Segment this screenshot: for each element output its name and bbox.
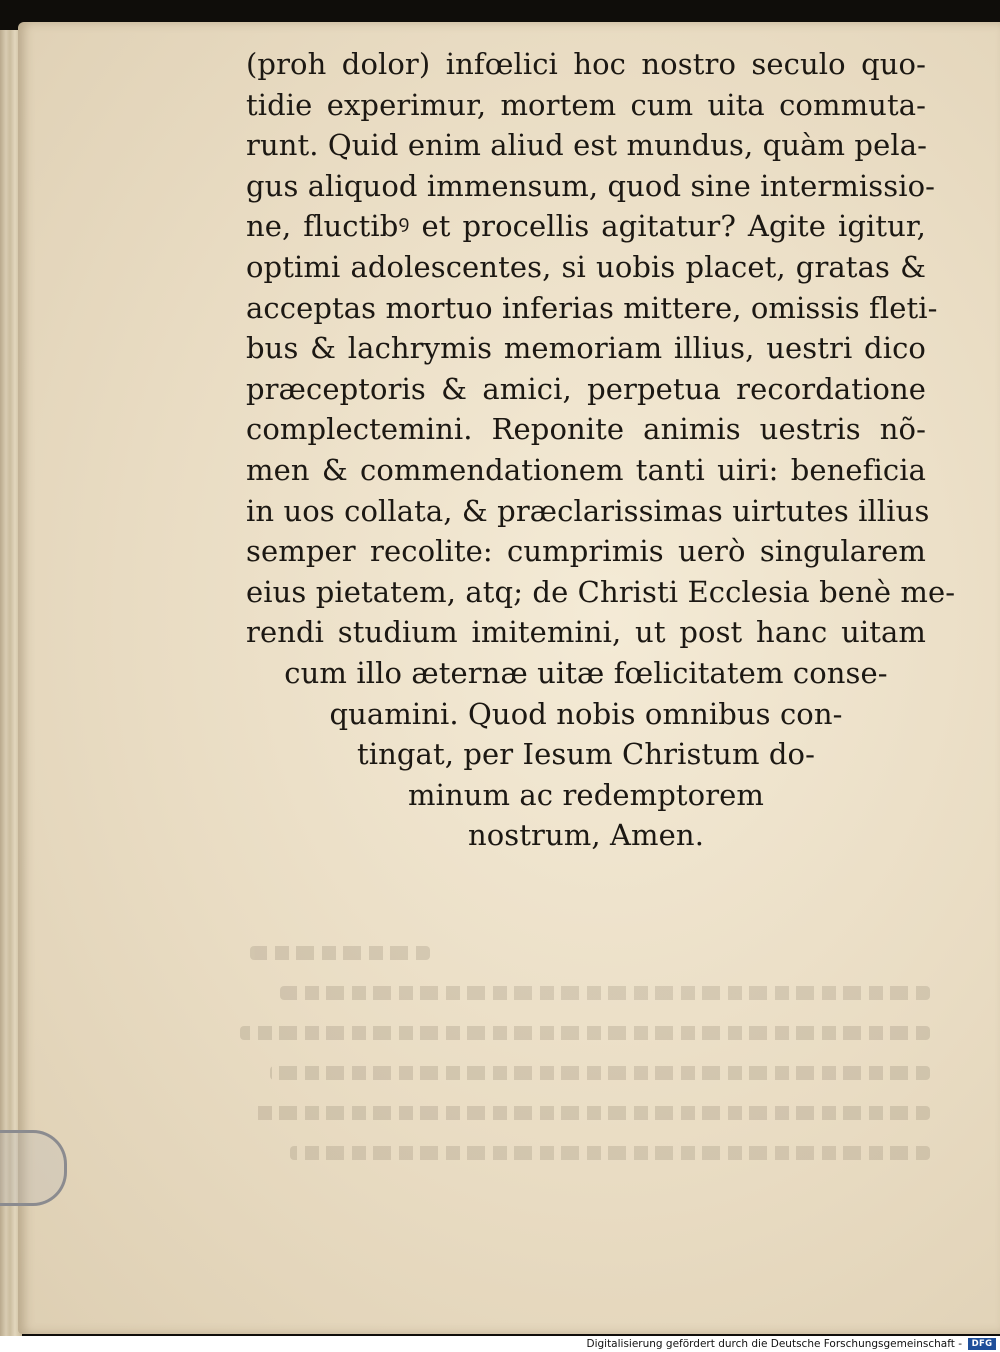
closing-line: cum illo æternæ uitæ fœlicitatem conse- (284, 655, 888, 690)
closing-line: quamini. Quod nobis omnibus con- (329, 696, 843, 731)
text-line: runt. Quid enim aliud est mundus, quàm pela- (246, 128, 928, 163)
text-line: gus aliquod immensum, quod sine intermissio- (246, 168, 936, 203)
closing-line: nostrum, Amen. (467, 818, 705, 853)
text-line: men & commendationem tanti uiri: beneficia (246, 452, 926, 487)
funding-note: Digitalisierung gefördert durch die Deutsche Forschungsgemeinschaft - (586, 1338, 962, 1350)
text-line: ne, fluctibꝰ et procellis agitatur? Agite igitur, (246, 209, 926, 244)
page-clip-icon (0, 1130, 67, 1206)
text-line: optimi adolescentes, si uobis placet, gratas & (246, 249, 926, 284)
text-line: bus & lachrymis memoriam illius, uestri dico (246, 331, 926, 366)
text-line: eius pietatem, atq; de Christi Ecclesia benè me- (246, 574, 956, 609)
main-text (246, 44, 956, 856)
text-line: in uos collata, & præclarissimas uirtutes illius (246, 493, 930, 528)
text-line: acceptas mortuo inferias mittere, omissis fleti- (246, 290, 938, 325)
text-line: præceptoris & amici, perpetua recordatione (246, 371, 926, 406)
closing-line: tingat, per Iesum Christum do- (356, 737, 815, 772)
text-line: rendi studium imitemini, ut post hanc uitam (246, 615, 926, 650)
text-line: semper recolite: cumprimis uerò singularem (246, 534, 926, 569)
text-line: complectemini. Reponite animis uestris nõ- (246, 412, 926, 447)
text-line: (proh dolor) infœlici hoc nostro seculo quo- (246, 47, 926, 81)
text-line: tidie experimur, mortem cum uita commuta- (246, 87, 926, 122)
dfg-logo-icon: DFG (968, 1338, 996, 1350)
closing-line: minum ac redemptorem (407, 777, 765, 812)
